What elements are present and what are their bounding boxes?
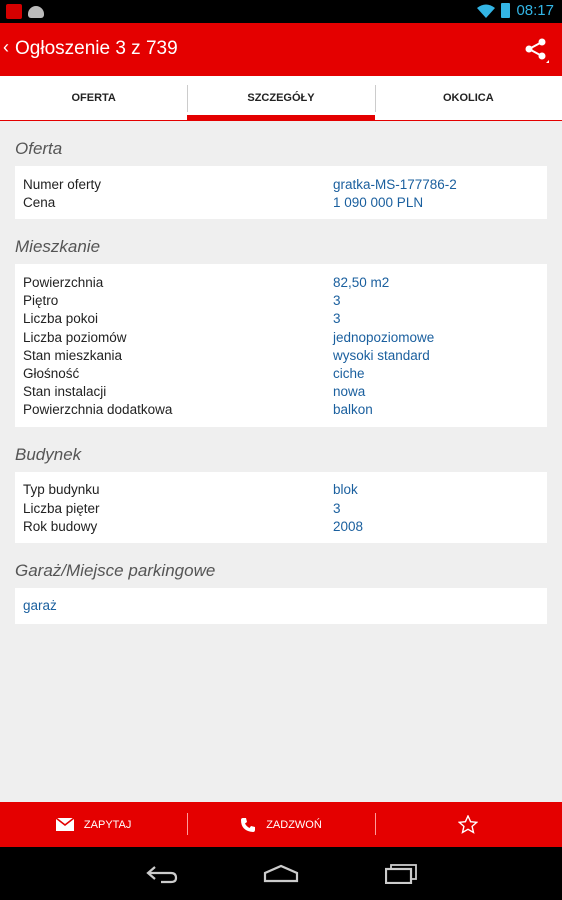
app-bar	[0, 23, 562, 76]
status-bar	[0, 0, 562, 23]
tab-label: OKOLICA	[442, 92, 494, 104]
detail-value: 2008	[333, 518, 364, 534]
detail-row	[23, 328, 539, 346]
section-card-garaz	[15, 588, 547, 624]
tab-label: OFERTA	[71, 92, 116, 104]
detail-key: Głośność	[23, 365, 80, 381]
favorite-button[interactable]	[375, 802, 562, 847]
detail-row	[23, 292, 539, 310]
section-title-garaz: Garaż/Miejsce parkingowe	[15, 561, 216, 581]
clock: 08:17	[516, 2, 554, 19]
detail-key: Liczba poziomów	[23, 329, 127, 345]
home-nav-icon[interactable]	[263, 864, 299, 884]
detail-key: Liczba pięter	[23, 500, 100, 516]
ask-button[interactable]	[0, 802, 187, 847]
detail-key: Rok budowy	[23, 518, 98, 534]
detail-value: nowa	[333, 384, 366, 400]
detail-value: 3	[333, 311, 341, 327]
tab-szczegoly[interactable]	[187, 76, 374, 120]
section-title-budynek: Budynek	[15, 444, 82, 464]
section-card-budynek	[15, 472, 547, 544]
call-label: ZADZWOŃ	[266, 818, 322, 831]
detail-key: Stan instalacji	[23, 384, 107, 400]
detail-row	[23, 273, 539, 291]
tab-bar	[0, 76, 562, 121]
section-card-mieszkanie	[15, 264, 547, 427]
page-title[interactable]: Ogłoszenie 3 z 739	[15, 38, 178, 59]
mail-icon	[56, 818, 74, 831]
detail-row	[23, 383, 539, 401]
section-title-oferta: Oferta	[15, 139, 63, 158]
detail-value: wysoki standard	[333, 347, 430, 363]
detail-row	[23, 401, 539, 419]
detail-row	[23, 346, 539, 364]
ask-label: ZAPYTAJ	[83, 818, 132, 831]
detail-key: Cena	[23, 194, 56, 210]
detail-key: Powierzchnia	[23, 274, 104, 290]
tab-okolica[interactable]	[375, 76, 562, 120]
detail-value: gratka-MS-177786-2	[333, 176, 457, 192]
detail-value: 1 090 000 PLN	[333, 194, 424, 210]
share-icon[interactable]	[522, 36, 550, 64]
section-title-mieszkanie: Mieszkanie	[15, 237, 101, 257]
detail-key: Piętro	[23, 293, 59, 309]
details-content	[15, 121, 547, 624]
detail-value: ciche	[333, 365, 365, 381]
wifi-icon	[477, 4, 495, 18]
detail-row	[23, 481, 539, 499]
detail-key: Liczba pokoi	[23, 311, 99, 327]
detail-value: jednopoziomowe	[333, 329, 435, 345]
detail-row	[23, 310, 539, 328]
tab-oferta[interactable]	[0, 76, 187, 120]
detail-row	[23, 175, 539, 193]
detail-value: balkon	[333, 402, 373, 418]
detail-value: garaż	[23, 598, 57, 614]
detail-row	[23, 517, 539, 535]
detail-value: 82,50 m2	[333, 274, 390, 290]
recent-apps-nav-icon[interactable]	[385, 864, 417, 884]
bottom-action-bar	[0, 802, 562, 847]
back-nav-icon[interactable]	[145, 864, 179, 884]
chevron-left-icon[interactable]: ‹	[3, 37, 9, 57]
detail-key: Numer oferty	[23, 176, 102, 192]
tab-label: SZCZEGÓŁY	[247, 92, 315, 104]
battery-icon	[501, 3, 510, 18]
section-card-oferta	[15, 166, 547, 219]
detail-row	[23, 193, 539, 211]
detail-key: Stan mieszkania	[23, 347, 123, 363]
call-button[interactable]	[187, 802, 374, 847]
detail-row	[23, 364, 539, 382]
star-outline-icon	[458, 815, 478, 834]
detail-key: Powierzchnia dodatkowa	[23, 402, 173, 418]
system-nav-bar	[0, 847, 562, 900]
detail-key: Typ budynku	[23, 482, 100, 498]
detail-value: blok	[333, 482, 358, 498]
phone-icon	[240, 817, 256, 833]
app-notification-icon	[6, 4, 22, 19]
detail-value: 3	[333, 293, 341, 309]
detail-row	[23, 499, 539, 517]
detail-value: 3	[333, 500, 341, 516]
android-debug-icon	[28, 6, 44, 18]
